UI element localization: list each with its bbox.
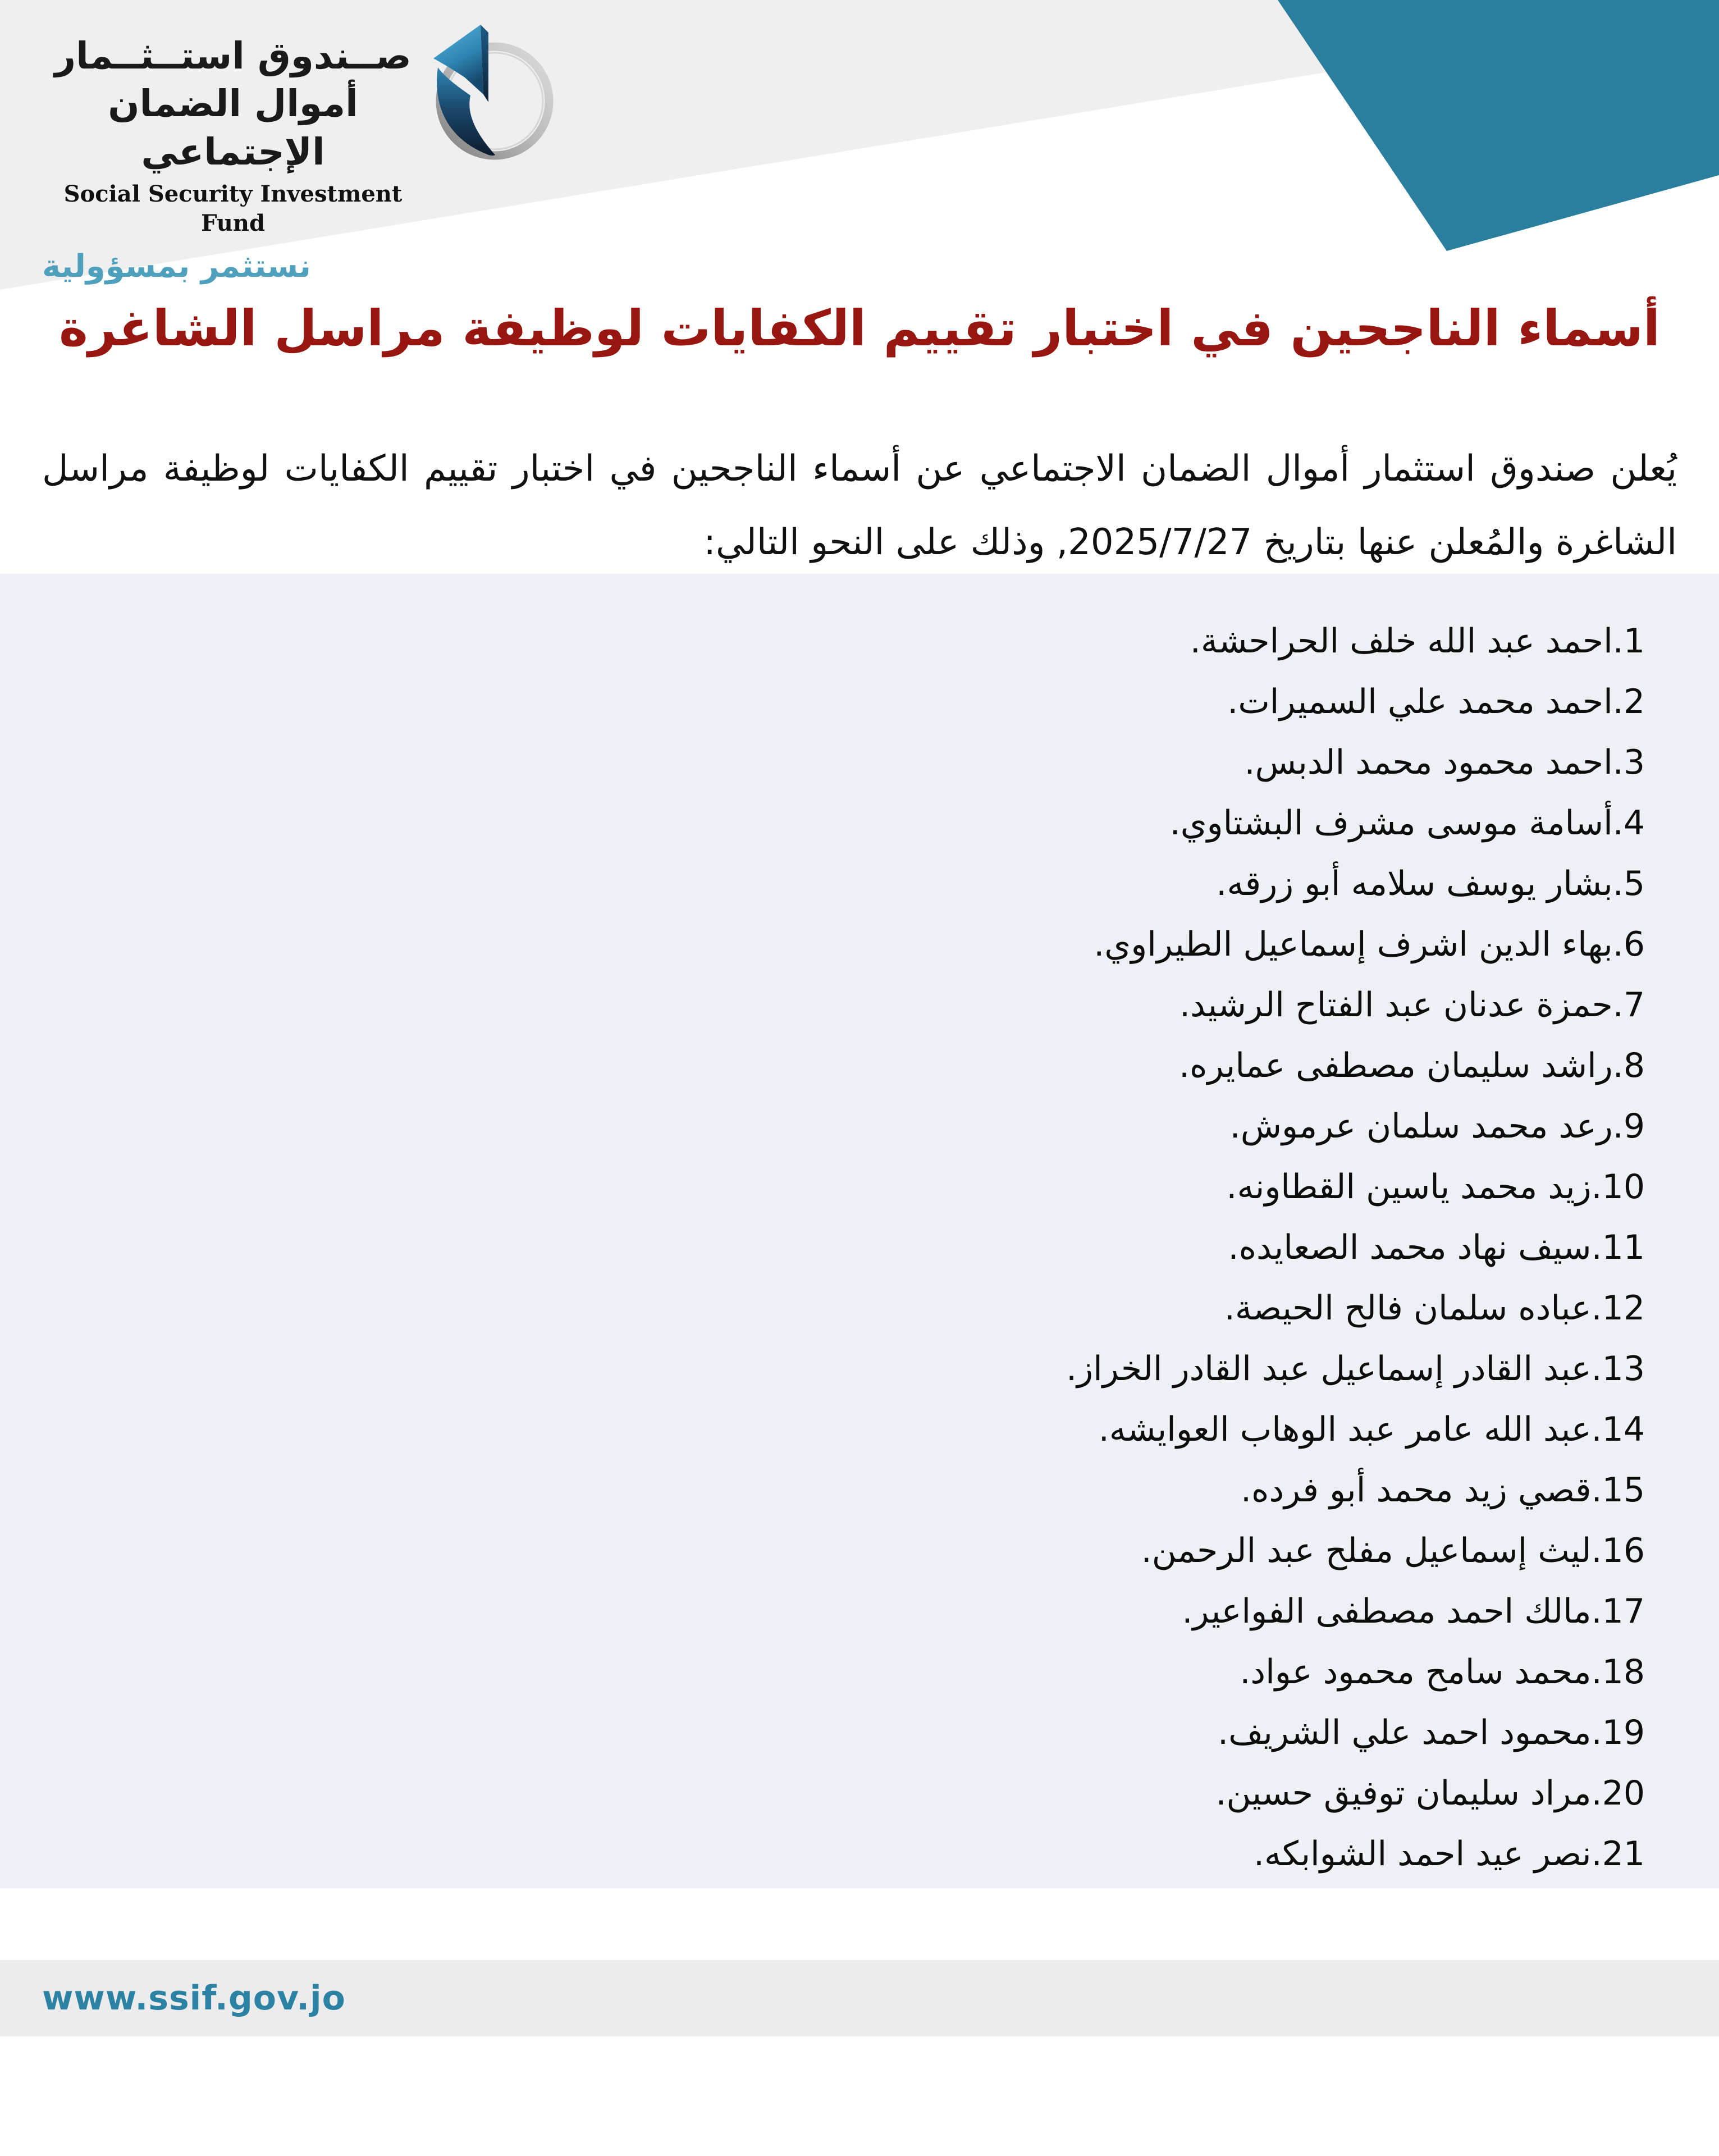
list-item: 3.احمد محمود محمد الدبس. xyxy=(1244,743,1645,782)
list-item: 11.سيف نهاد محمد الصعايده. xyxy=(1228,1228,1645,1267)
logo-block xyxy=(42,33,424,285)
intro-paragraph xyxy=(42,432,1677,579)
logo-english-name: Social Security Investment Fund xyxy=(63,181,403,236)
list-item: 19.محمود احمد علي الشريف. xyxy=(1218,1713,1645,1752)
list-item: 7.حمزة عدنان عبد الفتاح الرشيد. xyxy=(1179,985,1645,1025)
list-item: 2.احمد محمد علي السميرات. xyxy=(1227,682,1645,721)
intro-line-1: يُعلن صندوق استثمار أموال الضمان الاجتماعي عن أسماء الناجحين في اختبار تقييم الكفايات لوظيفة مراسل xyxy=(42,448,1677,490)
list-item: 14.عبد الله عامر عبد الوهاب العوايشه. xyxy=(1098,1410,1645,1449)
page-title: أسماء الناجحين في اختبار تقييم الكفايات لوظيفة مراسل الشاغرة xyxy=(58,299,1661,357)
successful-candidates-list xyxy=(0,574,1719,1888)
list-item: 20.مراد سليمان توفيق حسين. xyxy=(1215,1774,1645,1813)
logo-tagline: نستثمر بمسؤولية xyxy=(42,248,311,285)
list-item: 13.عبد القادر إسماعيل عبد القادر الخراز. xyxy=(1066,1349,1645,1388)
list-item: 4.أسامة موسى مشرف البشتاوي. xyxy=(1169,803,1645,843)
list-item: 5.بشار يوسف سلامه أبو زرقه. xyxy=(1216,864,1645,903)
list-item: 9.رعد محمد سلمان عرموش. xyxy=(1229,1107,1645,1146)
website-url: www.ssif.gov.jo xyxy=(42,1979,346,2018)
logo-arabic-line1: صــندوق استــثــمار xyxy=(54,34,412,77)
list-item: 8.راشد سليمان مصطفى عمايره. xyxy=(1179,1046,1645,1085)
list-item: 17.مالك احمد مصطفى الفواعير. xyxy=(1182,1592,1645,1631)
list-item: 21.نصر عيد احمد الشوابكه. xyxy=(1253,1834,1645,1874)
list-item: 1.احمد عبد الله خلف الحراحشة. xyxy=(1190,622,1645,661)
list-item: 10.زيد محمد ياسين القطاونه. xyxy=(1226,1167,1645,1207)
list-item: 18.محمد سامح محمود عواد. xyxy=(1240,1652,1645,1692)
list-item: 6.بهاء الدين اشرف إسماعيل الطيراوي. xyxy=(1094,925,1645,964)
footer-bar xyxy=(0,1960,1719,2036)
arrow-circle-logo-icon xyxy=(431,24,557,168)
list-item: 15.قصي زيد محمد أبو فرده. xyxy=(1240,1470,1645,1510)
list-item: 16.ليث إسماعيل مفلح عبد الرحمن. xyxy=(1141,1531,1645,1570)
list-item: 12.عباده سلمان فالح الحيصة. xyxy=(1224,1289,1645,1328)
intro-line-2: الشاغرة والمُعلن عنها بتاريخ 2025/7/27, وذلك على النحو التالي: xyxy=(703,522,1677,563)
logo-arabic-line2: أموال الضمان الإجتماعي xyxy=(108,82,358,173)
